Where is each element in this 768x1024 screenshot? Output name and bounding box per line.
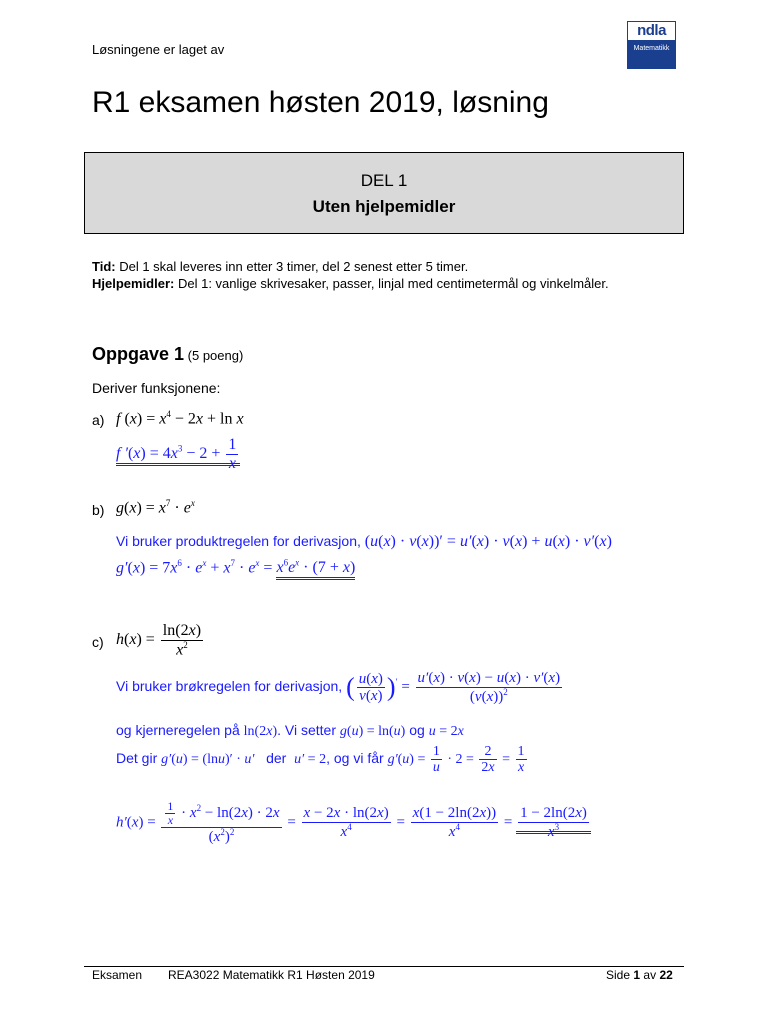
part-a-label: a) xyxy=(92,412,105,428)
tid-label: Tid: xyxy=(92,259,116,274)
part-c-chain-rule: og kjerneregelen på ln(2x). Vi setter g(u) = ln(u) og u = 2x xyxy=(116,722,464,739)
ndla-logo xyxy=(627,21,676,69)
footer-side-text: Side xyxy=(606,968,631,982)
info-tid xyxy=(92,259,468,274)
part-c-and-text: og xyxy=(409,722,425,738)
logo-text-top: ndla xyxy=(627,21,676,41)
part-a-function: f $(x) = x^4 - 2x + \ln x$ xyxy=(116,409,244,428)
part-c-gives: Det gir g′(u) = (lnu)′ · u′ der u′ = 2, og vi får g′(u) = $\frac{1}{u}$ · 2 = $\frac{2}{2x}$ = $\frac{1}{x}$ xyxy=(116,744,525,776)
del-box xyxy=(84,152,684,234)
footer-total-pages: 22 xyxy=(659,968,673,982)
part-c-set-text: . Vi setter xyxy=(277,722,336,738)
part-b-derivative: $g'(x) = 7x^6 \cdot e^x + x^7 \cdot e^x = x^6e^x \cdot (7 + x)$ xyxy=(116,558,355,577)
part-c-gives-text: Det gir xyxy=(116,750,158,767)
footer-divider xyxy=(84,966,684,967)
hjelp-label: Hjelpemidler: xyxy=(92,276,175,291)
footer-left: Eksamen xyxy=(92,968,143,982)
part-c-quotient-rule: Vi bruker brøkregelen for derivasjon, ( $\frac{u(x)}{v(x)}$ )′ = $\frac{u'(x) \cdot v(x) - u(x) \cdot v'(x)}{(v(x))^2}$ xyxy=(116,670,561,705)
part-a-derivative: f $'(x) = 4x^3 - 2$ + $\frac{1}{x}$ xyxy=(116,436,240,472)
part-c-where-text: der xyxy=(266,750,287,767)
footer-page-number xyxy=(606,968,673,982)
part-c-we-get-text: , og vi får xyxy=(326,750,384,767)
del-box-line1: DEL 1 xyxy=(360,171,408,190)
del-box-line2: Uten hjelpemidler xyxy=(312,197,456,216)
part-c-label: c) xyxy=(92,634,104,650)
hjelp-text: Del 1: vanlige skrivesaker, passer, linjal med centimetermål og vinkelmåler. xyxy=(174,276,609,291)
task-intro: Deriver funksjonene: xyxy=(92,380,221,396)
task-title: Oppgave 1 xyxy=(92,344,185,364)
tid-text: Del 1 skal leveres inn etter 3 timer, del 2 senest etter 5 timer. xyxy=(115,259,469,274)
part-c-derivative: h′(x) = $\frac{1}{x}$ · $x^2 - \ln(2x) \cdot 2x$ $(x^2)^2$ = $\frac{x - 2x \cdot \ln(2x)}{x^4}$ = $\frac{x(1 - 2\ln(2x))}{x^4}$ = $\frac{1 - 2\ln(2x)}{x^3}$ xyxy=(116,800,591,846)
part-c-chain-text: og kjerneregelen på xyxy=(116,722,240,738)
part-b-function: $g(x) = x^7 \cdot e^x$ xyxy=(116,498,195,517)
header-authors-label: Løsningene er laget av xyxy=(92,42,225,57)
part-c-function: h(x) = $\frac{\ln(2x)}{x^2}$ xyxy=(116,622,202,658)
task-points: (5 poeng) xyxy=(184,348,244,363)
part-c-rule-text: Vi bruker brøkregelen for derivasjon, xyxy=(116,677,343,694)
task-heading xyxy=(92,344,243,365)
info-hjelpemidler xyxy=(92,276,609,291)
part-b-text: Vi bruker produktregelen for derivasjon, (u(x) · v(x))′ = u′(x) · v(x) + u(x) · v′(x) xyxy=(116,533,612,550)
footer-av-text: av xyxy=(643,968,657,982)
page-title: R1 eksamen høsten 2019, løsning xyxy=(92,86,549,119)
logo-text-bottom: Matematikk xyxy=(633,45,670,52)
part-b-label: b) xyxy=(92,502,105,518)
part-b-rule-text: Vi bruker produktregelen for derivasjon, xyxy=(116,533,361,549)
footer-current-page: 1 xyxy=(633,968,641,982)
footer-center: REA3022 Matematikk R1 Høsten 2019 xyxy=(168,968,375,982)
